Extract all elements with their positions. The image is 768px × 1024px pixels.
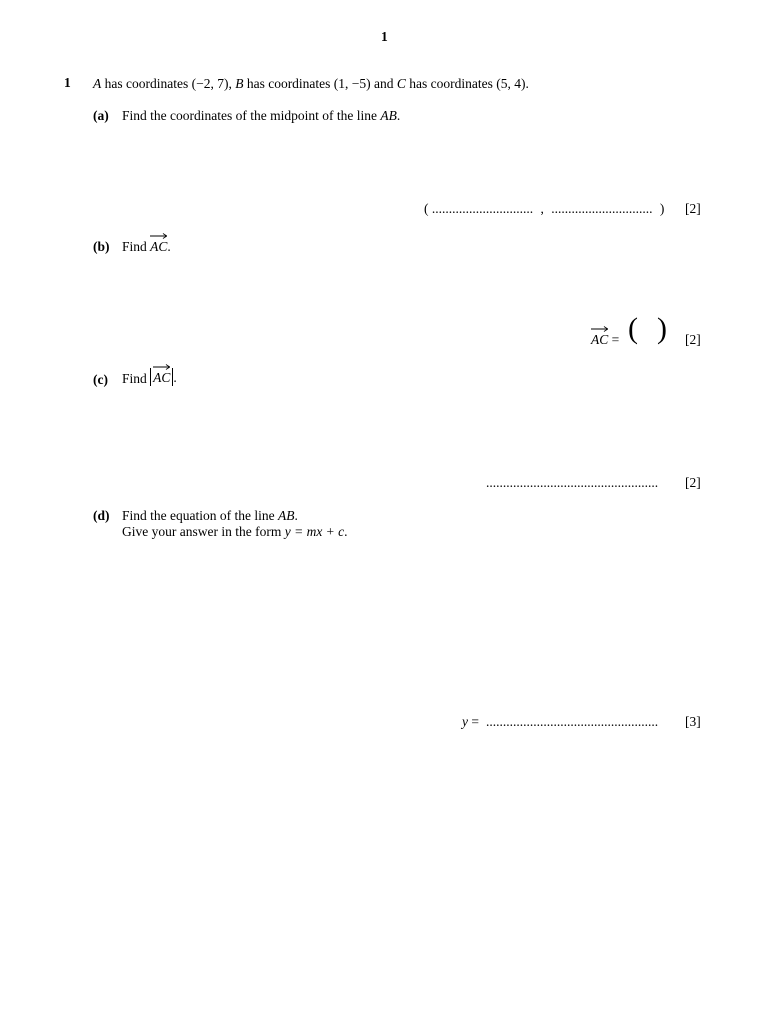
- part-b-text: Find: [122, 239, 151, 254]
- part-b-marks: [2]: [685, 332, 701, 347]
- point-a-label: A: [93, 76, 102, 91]
- vector-ac: AC: [150, 239, 167, 255]
- part-d-question: [122, 508, 298, 524]
- point-c-label: C: [396, 76, 406, 91]
- part-a-close-paren: ): [659, 201, 665, 216]
- part-d-label: (d): [93, 508, 110, 523]
- part-b-answer-vector: [591, 332, 619, 348]
- part-a-comma: ,: [540, 201, 544, 216]
- part-b-label: (b): [93, 239, 110, 254]
- part-d-answer-label: [462, 714, 479, 730]
- part-a-question: [122, 108, 400, 124]
- part-d-line2-end: .: [344, 524, 348, 539]
- part-b-question: [122, 239, 171, 255]
- part-d-end: .: [294, 508, 298, 523]
- question-stem: [93, 76, 529, 92]
- part-b-paren-close: ): [657, 312, 667, 345]
- part-d-answer-equals: =: [468, 714, 479, 729]
- point-c-text: has coordinates (5, 4).: [405, 76, 529, 91]
- part-c-text: Find: [122, 370, 151, 386]
- part-d-marks: [3]: [685, 714, 701, 729]
- part-c-end: .: [173, 370, 177, 385]
- part-c-label: (c): [93, 372, 108, 387]
- part-c-answer[interactable]: ...................................................: [486, 475, 659, 490]
- part-d-instruction: [122, 524, 348, 540]
- part-d-line2-text: Give your answer in the form: [122, 524, 285, 539]
- part-a-line-label: AB: [380, 108, 397, 123]
- vector-arrow-icon: [153, 364, 170, 370]
- vector-arrow-icon: [150, 233, 167, 239]
- part-d-answer[interactable]: ...................................................: [486, 714, 659, 729]
- part-a-answer-x[interactable]: ..............................: [431, 201, 534, 216]
- part-b-equals: =: [611, 332, 620, 347]
- part-a-label: (a): [93, 108, 109, 123]
- part-c-marks: [2]: [685, 475, 701, 490]
- part-a-text: Find the coordinates of the midpoint of the line: [122, 108, 381, 123]
- part-a-answer-line[interactable]: [424, 201, 664, 217]
- point-a-text: has coordinates (−2, 7),: [101, 76, 236, 91]
- vector-ac: AC: [153, 370, 170, 386]
- point-b-label: B: [235, 76, 244, 91]
- part-a-marks: [2]: [685, 201, 701, 216]
- part-c-question: [122, 368, 177, 387]
- part-b-paren-open: (: [628, 312, 638, 345]
- part-a-open-paren: (: [424, 201, 429, 216]
- question-number: 1: [64, 75, 71, 90]
- part-d-line-label: AB: [277, 508, 295, 523]
- part-b-end: .: [167, 239, 171, 254]
- part-a-end: .: [396, 108, 401, 123]
- part-d-answer-var: y: [462, 714, 468, 729]
- modulus-bars: [150, 368, 173, 386]
- part-d-form: y = mx + c: [284, 524, 345, 539]
- part-d-text: Find the equation of the line: [122, 508, 278, 523]
- page-number: 1: [381, 29, 388, 44]
- part-a-answer-y[interactable]: ..............................: [551, 201, 653, 216]
- vector-ac: AC: [591, 332, 608, 348]
- point-b-text: has coordinates (1, −5) and: [243, 76, 397, 91]
- vector-arrow-icon: [591, 326, 608, 332]
